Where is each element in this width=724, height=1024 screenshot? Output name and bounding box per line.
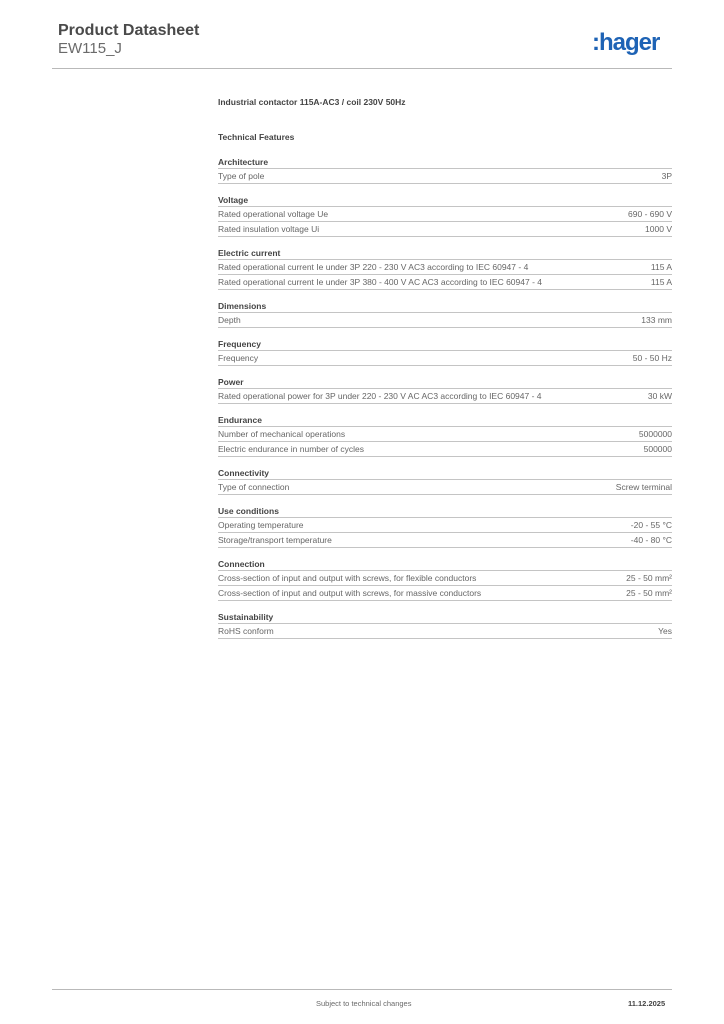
section-title: Frequency [218, 338, 672, 351]
feature-row [218, 260, 672, 275]
feature-label: Frequency [218, 353, 259, 363]
feature-label: Cross-section of input and output with screws, for flexible conductors [218, 573, 477, 583]
section-title: Voltage [218, 194, 672, 207]
header-divider [52, 68, 672, 69]
feature-value: 500000 [643, 444, 672, 454]
feature-label: Rated operational current Ie under 3P 220 - 230 V AC3 according to IEC 60947 - 4 [218, 262, 529, 272]
section-title: Dimensions [218, 300, 672, 313]
feature-label: Type of pole [218, 171, 265, 181]
feature-row [218, 518, 672, 533]
feature-value: -20 - 55 °C [630, 520, 672, 530]
page-title: Product Datasheet [58, 22, 200, 39]
feature-value: -40 - 80 °C [630, 535, 672, 545]
feature-value: 3P [661, 171, 672, 181]
feature-row [218, 275, 672, 290]
section-title: Connection [218, 558, 672, 571]
feature-row [218, 169, 672, 184]
feature-section [218, 300, 672, 328]
feature-section [218, 194, 672, 237]
feature-value: 115 A [650, 262, 672, 272]
feature-row [218, 442, 672, 457]
feature-label: Rated operational power for 3P under 220 - 230 V AC AC3 according to IEC 60947 - 4 [218, 391, 542, 401]
footer-date: 11.12.2025 [628, 999, 666, 1008]
logo-text: :hager [592, 29, 660, 56]
feature-label: Rated operational voltage Ue [218, 209, 329, 219]
feature-label: Cross-section of input and output with screws, for massive conductors [218, 588, 482, 598]
feature-value: 30 kW [647, 391, 672, 401]
feature-label: Electric endurance in number of cycles [218, 444, 364, 454]
feature-section [218, 505, 672, 548]
feature-value: Yes [658, 626, 672, 636]
section-title: Use conditions [218, 505, 672, 518]
feature-row [218, 207, 672, 222]
feature-label: Operating temperature [218, 520, 304, 530]
section-title: Endurance [218, 414, 672, 427]
feature-value: 133 mm [641, 315, 672, 325]
feature-row [218, 351, 672, 366]
feature-value: 5000000 [638, 429, 672, 439]
feature-section [218, 611, 672, 639]
feature-value: 690 - 690 V [628, 209, 672, 219]
feature-row [218, 389, 672, 404]
footer-divider [52, 989, 672, 990]
section-title: Architecture [218, 156, 672, 169]
section-title: Connectivity [218, 467, 672, 480]
feature-row [218, 624, 672, 639]
feature-label: RoHS conform [218, 626, 274, 636]
feature-section [218, 414, 672, 457]
feature-label: Number of mechanical operations [218, 429, 346, 439]
feature-row [218, 313, 672, 328]
feature-row [218, 427, 672, 442]
feature-row [218, 222, 672, 237]
feature-section [218, 338, 672, 366]
feature-value: 1000 V [645, 224, 672, 234]
feature-value: 115 A [650, 277, 672, 287]
feature-label: Rated insulation voltage Ui [218, 224, 320, 234]
datasheet-content [218, 95, 672, 649]
feature-section [218, 247, 672, 290]
feature-label: Depth [218, 315, 241, 325]
section-title: Electric current [218, 247, 672, 260]
feature-section [218, 467, 672, 495]
feature-value: Screw terminal [615, 482, 672, 492]
section-title: Sustainability [218, 611, 672, 624]
feature-value: 25 - 50 mm² [626, 588, 672, 598]
feature-row [218, 586, 672, 601]
feature-value: 25 - 50 mm² [626, 573, 672, 583]
feature-row [218, 480, 672, 495]
feature-sections [218, 156, 672, 639]
footer-note: Subject to technical changes [316, 999, 412, 1008]
feature-row [218, 571, 672, 586]
feature-section [218, 376, 672, 404]
section-title: Power [218, 376, 672, 389]
hager-logo [592, 28, 676, 58]
feature-section [218, 156, 672, 184]
product-reference: EW115_J [58, 40, 122, 57]
product-description: Industrial contactor 115A-AC3 / coil 230V 50Hz [218, 97, 406, 107]
feature-row [218, 533, 672, 548]
feature-value: 50 - 50 Hz [632, 353, 672, 363]
features-heading: Technical Features [218, 132, 295, 142]
feature-label: Type of connection [218, 482, 290, 492]
feature-label: Rated operational current Ie under 3P 380 - 400 V AC AC3 according to IEC 60947 - 4 [218, 277, 542, 287]
feature-section [218, 558, 672, 601]
feature-label: Storage/transport temperature [218, 535, 332, 545]
